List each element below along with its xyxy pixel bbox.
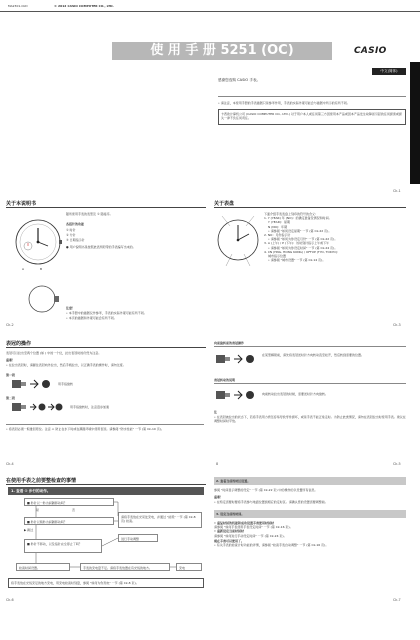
face-item: • 请参阅 "如何设定星期" 一节 (第 Ck-22 页)。 xyxy=(268,228,332,233)
crown-lock-illustration xyxy=(216,352,256,366)
watch-face-illustration xyxy=(14,218,62,266)
face-item: 4. CN (HNG, HONG KONG) / OFFUP (TYO, TOKYO)： xyxy=(264,249,340,254)
face-item: • 请参阅 "城市设置" 一节 (第 Ck-14 页)。 xyxy=(268,258,326,263)
step1-text: 用手指旋转 xyxy=(58,382,74,386)
section-title-crown-ops: 表冠的操作 xyxy=(6,341,32,347)
face-item: 1. Y (YEAR) 年 (NO)：的确定准备及情况和时间。 xyxy=(264,216,332,221)
function-3: ③ 日期指示针 xyxy=(66,238,85,242)
check-item: 请参阅 "如何进行手动设定时间" 一节 (第 Ck-24 页)。 xyxy=(214,533,287,538)
crown-ops-important-text: • 在拉出表冠时，请握住表冠向外拉出，然后手柄拉出，以正确手表的操作时，请勿过度。 xyxy=(6,363,126,367)
crown-turn-title: 表冠转动的说明 xyxy=(214,378,236,382)
side-tab xyxy=(410,62,420,184)
step-banner-label: 1. 查看 ① 步行的动作。 xyxy=(11,489,51,493)
language-badge: 中文(简体) xyxy=(372,68,406,75)
step-banner xyxy=(8,487,204,495)
casio-logo: CASIO xyxy=(354,46,387,56)
section-title-about-manual: 关于本说明书 xyxy=(6,201,37,207)
check-items-b xyxy=(214,521,406,547)
label-a: A xyxy=(22,267,25,271)
face-item: Y (YEAR)：星期 xyxy=(268,220,290,225)
page-number: Ck-2 xyxy=(6,323,14,327)
check-item: • 有关手表的检查计时功能的详情，请参阅 "检查手表自动调整" 一节 (第 Ck-16 页)。 xyxy=(214,543,329,548)
flow-box-6-text: 充电 xyxy=(179,565,186,570)
flow-footer-box xyxy=(8,578,204,588)
page-number: Ck-1 xyxy=(393,189,401,193)
check-item: 现在手表可以使用了。 xyxy=(214,538,245,543)
crown-step2-illustration xyxy=(12,400,64,414)
flow-box-3-text: ■ 秒针不移动，以及指针完全停止了吗？ xyxy=(27,541,82,546)
intro-bullet: • 请注意，本使用手册的手表插图只是参考作用，手表的实际外观可能会与插图中所示的有所不同。 xyxy=(218,101,350,105)
notice-box xyxy=(218,109,406,125)
flow-box-5-text: 手表的充电量不足。请将手表放置在有光线的地方。 xyxy=(83,565,153,570)
copyright: © 2012 CASIO COMPUTER CO., LTD. xyxy=(54,4,114,8)
dial-illustration xyxy=(216,212,262,270)
page-number: Ck-3 xyxy=(393,323,401,327)
flow-box-side-text: 请将手表放在光亮处充电，并通过 "能耗" 一节 (第 Ck-8 页) 检查。 xyxy=(121,514,196,523)
section-title-about-face: 关于表盘 xyxy=(214,201,235,207)
flow-footer-text: 将手表放在光线充足的地方充电，用充电检查时刻量，参阅 "如何为你充电" 一节 (第 Ck-8 页)。 xyxy=(11,581,139,585)
flow-skip: ▶ 跳过 xyxy=(24,528,34,532)
crown-lock-title: 向前旋转前的表冠操作 xyxy=(214,341,245,345)
check-item: • 重复时间的机能和成功设置手表使用时间时 xyxy=(214,521,274,525)
page-number: Ck-7 xyxy=(393,598,401,602)
page-number: Ck-6 xyxy=(6,598,14,602)
flow-box-1-text: ■ 秒针以一秒为间隔移动吗？ xyxy=(27,500,67,505)
function-2: ② 分针 xyxy=(66,233,76,237)
flow-yes-label: 是 xyxy=(36,508,40,512)
function-heading: 各指针的功能 xyxy=(66,222,85,226)
label-b: B xyxy=(40,267,43,271)
about-manual-note-2: • 本页的插图和外观可能会有所不同。 xyxy=(66,316,117,320)
check-text-a: 参阅 "时间显示调整的设定" 一节 (第 Ck-22 页) 中的操作的以设置所有信息。 xyxy=(214,488,318,492)
face-item: • 请参阅 "如何为你设定月份" 一节 (第 Ck-22 页)。 xyxy=(268,237,338,242)
crown-illustration xyxy=(24,284,64,314)
face-item: 3. A (上午) / P (下午)：该时刻针指示上午或下午 xyxy=(264,241,330,246)
doc-reference: MA2301-CkD xyxy=(8,4,28,8)
crown-turn-illustration xyxy=(216,388,256,402)
flow-box-charge-text: 进行手动调整 xyxy=(121,536,140,541)
face-items-list xyxy=(264,212,406,262)
flow-no-label: 否 xyxy=(72,508,76,512)
face-item: 城市指示位置 xyxy=(268,254,287,259)
function-1: ① 时针 xyxy=(66,228,76,232)
page-number: 8 xyxy=(216,462,219,466)
crown-lock-note-title: 注 xyxy=(214,410,218,414)
check-header-b xyxy=(214,510,406,518)
check-header-a xyxy=(214,477,406,485)
check-important-text: • 在特定需要时要将手表参与地面位置到相应的定时区。请确认您的设置需要调整前。 xyxy=(214,500,328,504)
about-manual-text: 随所使用手表的表型及 ① 随接序。 xyxy=(66,212,113,216)
intro-thanks: 感谢您选购 CASIO 手表。 xyxy=(218,78,261,82)
section-title-before-use: 在使用手表之前要整检查的事情 xyxy=(6,478,77,484)
crown-lock-notes: • 在表冠被拉出的状态下，若将手表用力挤压容易导致零件损坏，或是手表不能正常走时。为防止此类情况，请勿在表冠拉出时使用手表。建议在调整时间时平放。 xyxy=(214,415,406,424)
face-intro: 下面介绍手表表盘上刻印的符号的含义： xyxy=(264,212,319,216)
check-item: • 重新设定当前时间时 xyxy=(214,529,244,534)
flow-box-4-text: 检查时间设置。 xyxy=(19,565,41,570)
notice-text: 卡西欧计算机公司 (CASIO COMPUTER CO., LTD.) 对于用户本人或任何第三方因使用本产品或因本产品发生故障而引起的任何损害或损失一律不负任何责任。 xyxy=(221,111,402,120)
flow-box-2-text: ■ 秒针以两秒为间隔移动吗？ xyxy=(27,519,67,524)
page-number: Ck-5 xyxy=(393,462,401,466)
flowchart-connectors xyxy=(8,496,204,584)
page-number: Ck-4 xyxy=(6,462,14,466)
check-header-b-text: 3. 设定当前的时间。 xyxy=(216,512,245,516)
crown-lock-text: 在某型解锁前，请先将表冠逆时针方向转动直至松开，然后转到需要的位置。 xyxy=(262,353,365,357)
about-manual-note-title: 注意！ xyxy=(66,306,76,310)
face-item: N (NO)：年期 xyxy=(268,224,288,229)
step1-label: 第一段 xyxy=(6,373,16,377)
step2-label: 第二段 xyxy=(6,396,16,400)
crown-ops-text: 表冠可以拉出至两个位置 (如 ) 中的一个位，拉出表冠时的仍然为注意。 xyxy=(6,351,102,355)
check-important: 重要！ xyxy=(214,495,224,499)
step2-text: 用手指旋转时，注意逐步加速 xyxy=(70,405,110,409)
crown-ops-footer: • 将表冠必须一般推回原位。注意 ⚠ 防止在水下时或在潮湿环境中使用表冠。请参阅 "防水性能" 一节 (第 Ck-10 页)。 xyxy=(6,427,164,431)
face-item: 2. NO：月份指示针 xyxy=(264,233,291,238)
face-item: • 请参阅 "如何为你设定时间" 一节 (第 Ck-24 页)。 xyxy=(268,245,338,250)
crown-step1-illustration xyxy=(12,377,52,391)
page-title: 使 用 手 册 5251 (OC) xyxy=(150,43,294,58)
check-item: 请参阅 "如何手表使用手表设定时间" 一节 (第 Ck-16 页)。 xyxy=(214,525,293,530)
crown-ops-important: 重要！ xyxy=(6,358,16,362)
check-header-a-text: 2. 查看当前的时区设置。 xyxy=(216,479,251,483)
about-manual-note-1: • 本手册中的插图仅作参考，手表的实际外观可能有所不同。 xyxy=(66,311,147,315)
crown-turn-text: 向前转动拉出表冠的时候，需要逆时针方向旋转。 xyxy=(262,392,329,396)
function-note: ● 用户说明书是按照此表所附带的手表编写出来的。 xyxy=(66,245,136,249)
